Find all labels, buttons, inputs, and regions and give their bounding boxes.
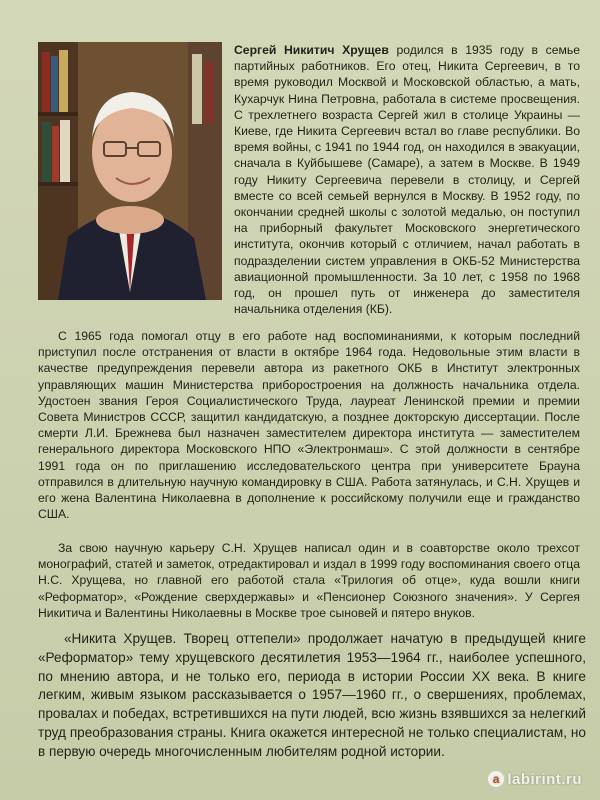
author-bio xyxy=(234,42,580,317)
career-paragraph: С 1965 года помогал отцу в его работе над воспоминаниями, к которым последний приступил после отстранения от власти в октябре 1964 года. Недовольные этим власти в качестве предупреждения перевели автора из ракетного ОКБ в Институт электронных управляющих машин Министерства приборостроения на должность начальника отдела. Удостоен звания Героя Социалистического Труда, лауреат Ленинской премии и премии Совета Министров СССР, защитил кандидатскую, а позднее докторскую диссертации. После смерти Л.И. Брежнева был назначен заместителем директора института — заместителем генерального директора Московского НПО «Электронмаш». С этой должности в сентябре 1991 года он по приглашению исследовательского центра при университете Брауна отправился в длительную научную командировку в США. Работа затянулась, и С.Н. Хрущев и его жена Валентина Николаевна в дополнение к российскому получили еще и гражданство США. xyxy=(38,329,580,522)
author-name: Сергей Никитич Хрущев xyxy=(234,43,389,57)
portrait-illustration xyxy=(38,42,222,300)
labirint-watermark xyxy=(488,771,582,788)
book-annotation: «Никита Хрущев. Творец оттепели» продолжает начатую в предыдущей книге «Реформатор» тему хрущевского десятилетия 1953—1964 гг., наиболее успешного, по мнению автора, и не только его, периода в истории России XX века. В книге легким, живым языком рассказывается о 1957—1960 гг., о свершениях, проблемах, провалах и победах, встретившихся на пути людей, всю жизнь взявшихся за нелегкий труд преобразования страны. Книга окажется интересной не только специалистам, но в первую очередь многочисленным любителям родной истории. xyxy=(38,631,586,759)
works-paragraph: За свою научную карьеру С.Н. Хрущев написал один и в соавторстве около трехсот монографий, статей и заметок, отредактировал и издал в 1999 году воспоминания своего отца Н.С. Хрущева, но главной его работой стала «Трилогия об отце», куда вошли книги «Реформатор», «Рождение сверхдержавы» и «Пенсионер Союзного значения». У Сергея Никитича и Валентины Николаевны в Москве трое сыновей и пятеро внуков. xyxy=(38,541,580,620)
author-portrait xyxy=(38,42,222,300)
watermark-text: labirint.ru xyxy=(507,771,582,788)
labirint-logo-icon: а xyxy=(488,771,504,787)
author-bio-text: родился в 1935 году в семье партийных работников. Его отец, Никита Сергеевич, в то время руководил Москвой и Московской областью, а мать, Кухарчук Нина Петровна, работала в системе просвещения. С трехлетнего возраста Сергей жил в столице Украины — Киеве, где Никита Сергеевич встал во главе республики. Во время войны, с 1941 по 1944 год, он находился в эвакуации, сначала в Куйбышеве (Самаре), а затем в Москве. В 1949 году Никиту Сергеевича перевели в столицу, и Сергей вместе со всей семьей вернулся в Москву. В 1952 году, по окончании средней школы с золотой медалью, он поступил на приборный факультет Московского энергетического института, окончив который с отличием, начал работать в подразделении систем управления в ОКБ-52 Министерства авиационной промышленности. За 10 лет, с 1958 по 1968 год, он прошел путь от инженера до заместителя начальника отделения (КБ). xyxy=(234,43,581,317)
